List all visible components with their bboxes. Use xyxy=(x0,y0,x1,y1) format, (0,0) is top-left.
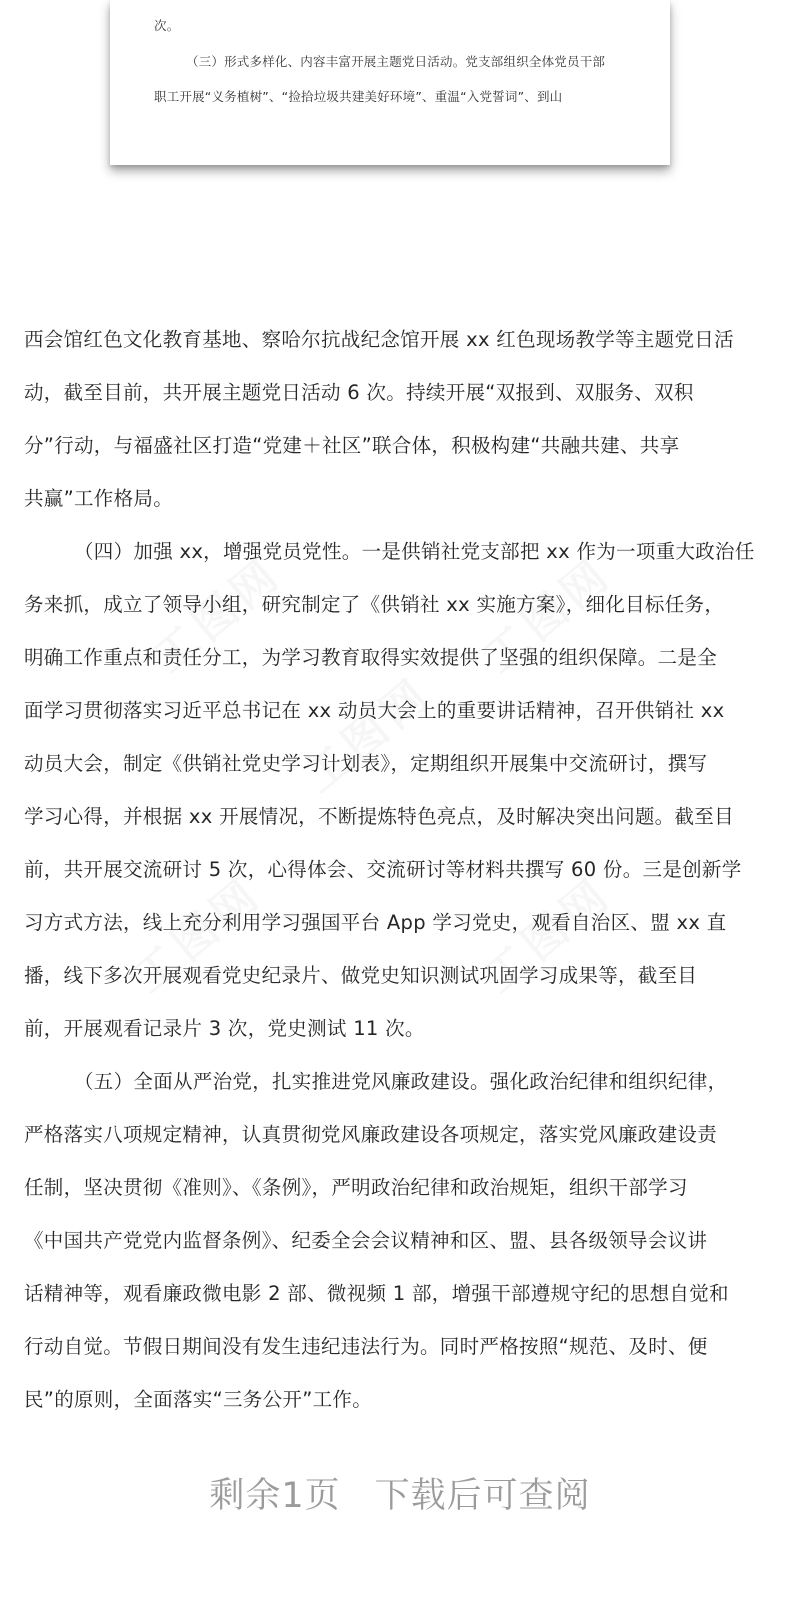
body-line: 民”的原则，全面落实“三务公开”工作。 xyxy=(24,1388,373,1411)
section-five-heading-line: （五）全面从严治党，扎实推进党风廉政建设。强化政治纪律和组织纪律， xyxy=(74,1070,728,1093)
preview-line: （三）形式多样化、内容丰富开展主题党日活动。党支部组织全体党员干部 xyxy=(186,54,606,69)
body-line: 任制，坚决贯彻《准则》、《条例》，严明政治纪律和政治规矩，组织干部学习 xyxy=(24,1176,688,1199)
body-line: 动员大会，制定《供销社党史学习计划表》，定期组织开展集中交流研讨，撰写 xyxy=(24,752,708,775)
download-to-view-label: 下载后可查阅 xyxy=(374,1476,591,1516)
body-line: 面学习贯彻落实习近平总书记在 xx 动员大会上的重要讲话精神，召开供销社 xx xyxy=(24,699,725,722)
preview-line: 次。 xyxy=(154,18,180,33)
body-line: 动，截至目前，共开展主题党日活动 6 次。持续开展“双报到、双服务、双积 xyxy=(24,381,694,404)
body-line: 《中国共产党党内监督条例》、纪委全会会议精神和区、盟、县各级领导会议讲 xyxy=(24,1229,708,1252)
body-line: 务来抓，成立了领导小组，研究制定了《供销社 xx 实施方案》，细化目标任务， xyxy=(24,593,725,616)
body-line: 习方式方法，线上充分利用学习强国平台 App 学习党史，观看自治区、盟 xx 直 xyxy=(24,911,727,934)
body-line: 西会馆红色文化教育基地、察哈尔抗战纪念馆开展 xx 红色现场教学等主题党日活 xyxy=(24,328,734,351)
document-preview-card xyxy=(110,0,670,165)
document-body xyxy=(24,316,776,1429)
body-line: 前，开展观看记录片 3 次，党史测试 11 次。 xyxy=(24,1017,425,1040)
body-line: 明确工作重点和责任分工，为学习教育取得实效提供了坚强的组织保障。二是全 xyxy=(24,646,718,669)
body-line: 行动自觉。节假日期间没有发生违纪违法行为。同时严格按照“规范、及时、便 xyxy=(24,1335,708,1358)
body-line: 话精神等，观看廉政微电影 2 部、微视频 1 部，增强干部遵规守纪的思想自觉和 xyxy=(24,1282,729,1305)
body-line: 分”行动，与福盛社区打造“党建＋社区”联合体，积极构建“共融共建、共享 xyxy=(24,434,680,457)
body-line: 学习心得，并根据 xx 开展情况，不断提炼特色亮点，及时解决突出问题。截至目 xyxy=(24,805,734,828)
remaining-pages-notice[interactable] xyxy=(0,1468,800,1518)
remaining-pages-label: 剩余1页 xyxy=(209,1476,341,1516)
section-four-heading-line: （四）加强 xx，增强党员党性。一是供销社党支部把 xx 作为一项重大政治任 xyxy=(74,540,755,563)
preview-line: 职工开展“义务植树”、“捡拾垃圾共建美好环境”、重温“入党誓词”、到山 xyxy=(154,89,563,104)
body-line: 共赢”工作格局。 xyxy=(24,487,174,510)
body-line: 播，线下多次开展观看党史纪录片、做党史知识测试巩固学习成果等，截至目 xyxy=(24,964,698,987)
body-line: 前，共开展交流研讨 5 次，心得体会、交流研讨等材料共撰写 60 份。三是创新学 xyxy=(24,858,742,881)
body-line: 严格落实八项规定精神，认真贯彻党风廉政建设各项规定，落实党风廉政建设责 xyxy=(24,1123,718,1146)
